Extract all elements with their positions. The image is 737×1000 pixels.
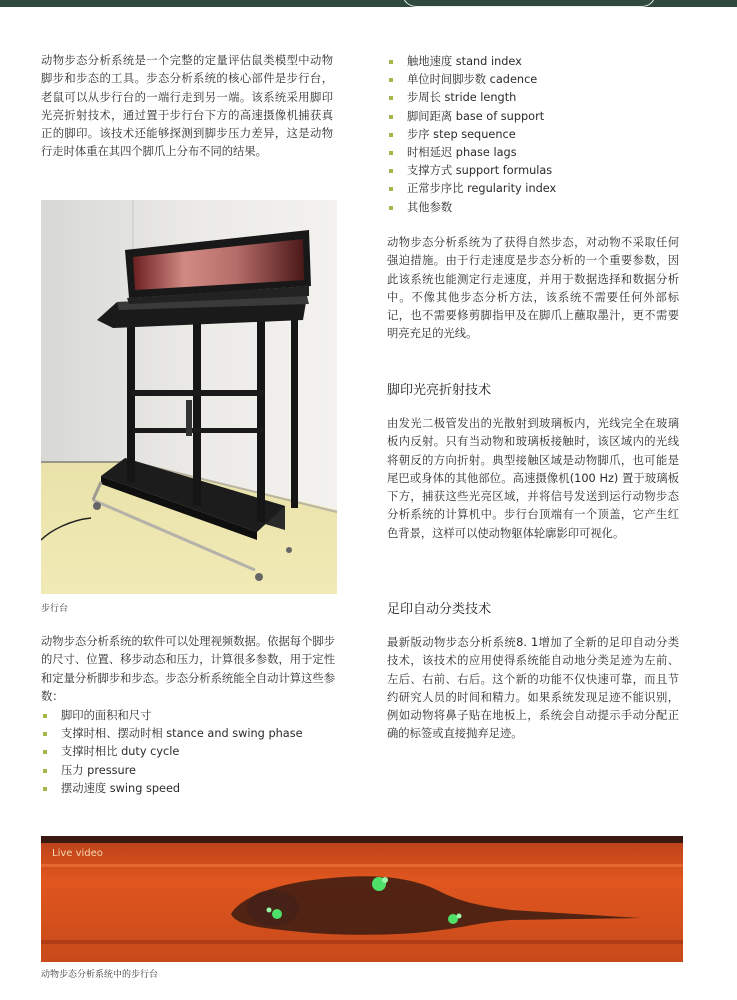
parameter-list-right [387, 53, 556, 217]
list-item: 步序 step sequence [387, 126, 556, 144]
bullet-icon [389, 169, 393, 173]
bullet-icon [43, 769, 47, 773]
bullet-icon [43, 787, 47, 791]
bullet-icon [43, 750, 47, 754]
list-item: 时相延迟 phase lags [387, 144, 556, 162]
header-tab-outline [402, 0, 656, 7]
list-item: 脚间距离 base of support [387, 108, 556, 126]
list-item: 其他参数 [387, 199, 556, 217]
section-heading-illumination: 脚印光亮折射技术 [387, 383, 492, 398]
header-bar [0, 0, 737, 7]
bullet-icon [389, 78, 393, 82]
list-item: 支撑时相比 duty cycle [41, 743, 303, 761]
illumination-paragraph: 由发光二极管发出的光散射到玻璃板内，光线完全在玻璃板内反射。只有当动物和玻璃板接触时，该区域内的光线将朝反的方向折射。典型接触区域是动物脚爪，也可能是尾巴或身体的其他部位。高速摄像机(100 Hz) 置于玻璃板下方，捕获这些光亮区域，并将信号发送到运行动物步态分析系统的计算机中。步行台顶端有一个顶盖，它产生红色背景，这样可以使动物躯体轮廓影印可视化。 [387, 417, 679, 540]
bullet-icon [389, 187, 393, 191]
list-item: 支撑方式 support formulas [387, 162, 556, 180]
list-item: 脚印的面积和尺寸 [41, 707, 303, 725]
photo-caption: 步行台 [41, 604, 69, 614]
list-item: 单位时间脚步数 cadence [387, 71, 556, 89]
list-item: 支撑时相、摆动时相 stance and swing phase [41, 725, 303, 743]
live-video-label: Live video [52, 848, 103, 859]
live-video-frame [41, 836, 683, 962]
list-item: 触地速度 stand index [387, 53, 556, 71]
bullet-icon [43, 714, 47, 718]
walkway-photo [41, 200, 337, 594]
parameter-list-left [41, 707, 303, 798]
bullet-icon [389, 60, 393, 64]
bullet-icon [389, 115, 393, 119]
bullet-icon [389, 133, 393, 137]
list-item: 步周长 stride length [387, 89, 556, 107]
classification-paragraph: 最新版动物步态分析系统8. 1增加了全新的足印自动分类技术，该技术的应用使得系统能自动地分类足迹为左前、左后、右前、右后。这个新的功能不仅快速可靠，而且节约研究人员的时间和精力。如果系统发现足迹不能识别，例如动物将鼻子贴在地板上，系统会自动提示手动分配正确的标签或直接抛弃足迹。 [387, 636, 679, 741]
bullet-icon [389, 151, 393, 155]
intro-paragraph: 动物步态分析系统是一个完整的定量评估鼠类模型中动物脚步和步态的工具。步态分析系统的核心部件是步行台，老鼠可以从步行台的一端行走到另一端。该系统采用脚印光亮折射技术，通过置于步行台下方的高速摄像机捕获真正的脚印。该技术还能够探测到脚步压力差异，这是动物行走时体重在其四个脚爪上分布不同的结果。 [41, 54, 333, 159]
bullet-icon [43, 732, 47, 736]
bullet-icon [389, 206, 393, 210]
list-item: 压力 pressure [41, 762, 303, 780]
software-paragraph: 动物步态分析系统的软件可以处理视频数据。依据每个脚步的尺寸、位置、移步动态和压力，计算很多参数，用于定性和定量分析脚步和步态。步态分析系统能全自动计算这些参数： [41, 635, 335, 703]
natural-gait-paragraph: 动物步态分析系统为了获得自然步态，对动物不采取任何强迫措施。由于行走速度是步态分析的一个重要参数，因此该系统也能测定行走速度，并用于数据选择和数据分析中。不像其他步态分析方法，该系统不需要任何外部标记，也不需要修剪脚指甲及在脚爪上蘸取墨汁，更不需要明亮充足的光线。 [387, 236, 679, 341]
bullet-icon [389, 96, 393, 100]
list-item: 正常步序比 regularity index [387, 180, 556, 198]
list-item: 摆动速度 swing speed [41, 780, 303, 798]
section-heading-classification: 足印自动分类技术 [387, 602, 492, 617]
video-caption: 动物步态分析系统中的步行台 [41, 970, 159, 980]
